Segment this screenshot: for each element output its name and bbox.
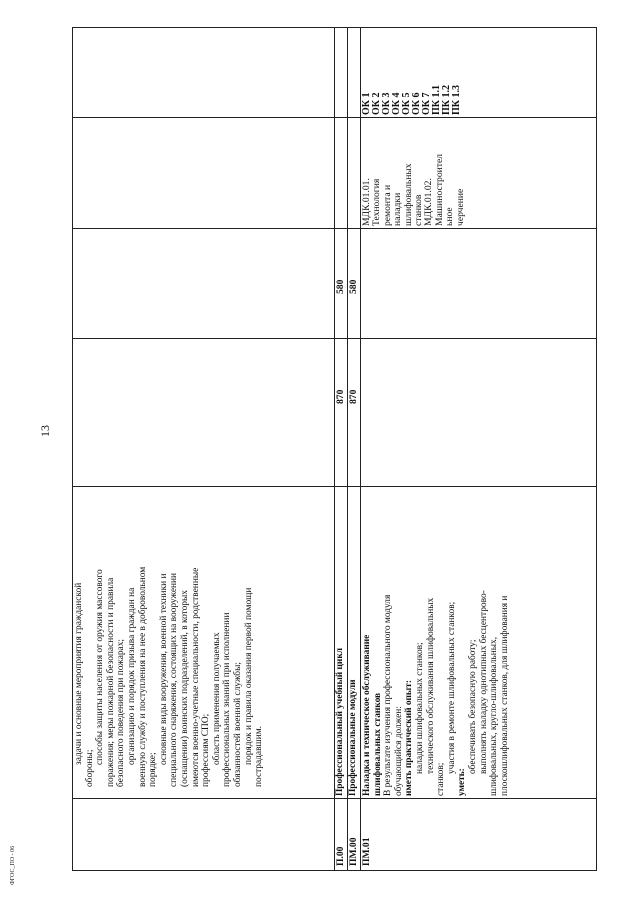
- content-line: порядке;: [148, 752, 159, 787]
- competence-code: ОК 1: [361, 92, 372, 115]
- content-line: (оснащении) воинских подразделений, в которых: [179, 590, 190, 787]
- content-line: пострадавшим.: [254, 725, 265, 787]
- discipline-line: МДК.01.02.: [423, 178, 435, 226]
- content-line: профессиям СПО;: [201, 713, 212, 787]
- content-line: военную службу и поступления на нее в добровольном: [137, 566, 148, 787]
- row-hours-max-p00: 870: [335, 389, 346, 404]
- content-line: имеются военно-учетные специальности, родственные: [190, 567, 201, 787]
- discipline-line: наладки: [392, 192, 404, 226]
- pm01-line: технического обслуживания шлифовальных: [425, 597, 436, 774]
- discipline-line: ремонта и: [381, 184, 393, 226]
- pm01-line: выполнять наладку однотипных бесцентрово-: [478, 590, 489, 774]
- competence-code: ОК 6: [411, 92, 422, 115]
- content-block: [74, 567, 265, 787]
- competence-code: ОК 2: [371, 92, 382, 115]
- competence-code: ОК 7: [421, 92, 432, 115]
- discipline-line: черчение: [454, 188, 466, 226]
- pm01-line: В результате изучения профессионального модуля: [383, 594, 394, 796]
- row-title-p00: Профессиональный учебный цикл: [335, 648, 345, 796]
- pm01-line: шлифовальных, кругло-шлифовальных,: [489, 636, 500, 796]
- discipline-line: МДК.01.01.: [361, 178, 372, 226]
- competence-code: ОК 5: [401, 92, 412, 115]
- pm01-line: наладки шлифовальных станков;: [414, 642, 425, 774]
- row-hours-req-p00: 580: [335, 279, 346, 294]
- content-line: организацию и порядок призыва граждан на: [126, 587, 137, 765]
- competence-code: ПК 1.3: [451, 84, 462, 115]
- competence-code: ОК 3: [381, 92, 392, 115]
- page-number: 13: [38, 425, 52, 437]
- discipline-line: Технология: [371, 178, 383, 226]
- competence-code: ПК 1.2: [441, 84, 452, 115]
- content-line: обороны;: [84, 749, 95, 787]
- content-line: способы защиты населения от оружия массового: [95, 569, 106, 765]
- content-line: основные виды вооружения, военной техники и: [158, 573, 169, 765]
- discipline-line: станков: [413, 194, 425, 226]
- competence-code: ОК 4: [391, 92, 402, 115]
- content-line: задачи и основные мероприятия гражданской: [74, 582, 84, 765]
- competence-code: ПК 1.1: [431, 84, 442, 115]
- content-line: безопасного поведения при пожарах;: [116, 639, 127, 787]
- pm01-description: [362, 590, 510, 796]
- content-line: поражения; меры пожарной безопасности и правила: [105, 577, 116, 787]
- discipline-line: ьное: [444, 207, 456, 226]
- row-code-pm01: ПМ.01: [361, 837, 372, 866]
- pm01-line: обучающийся должен:: [393, 706, 404, 796]
- footer-code: ФГОС_ПО - 06: [10, 845, 16, 885]
- pm01-line: уметь:: [457, 768, 468, 796]
- pm01-line: плоскошлифовальных станков, для шлифования и: [499, 595, 510, 796]
- row-hours-max-pm00: 870: [348, 389, 359, 404]
- pm01-competences: [362, 85, 462, 115]
- pm01-line: участия в ремонте шлифовальных станков;: [446, 601, 457, 774]
- content-line: специального снаряжения, состоящих на вооружении: [169, 572, 180, 787]
- row-hours-req-pm00: 580: [348, 279, 359, 294]
- pm01-line: обеспечивать безопасную работу;: [467, 639, 478, 774]
- pm01-line: станков;: [436, 762, 447, 796]
- pm01-disciplines: [362, 154, 466, 226]
- pm01-line: шлифовальных станков: [372, 692, 383, 796]
- row-code-p00: П.00: [335, 846, 346, 866]
- content-line: область применения получаемых: [211, 632, 222, 765]
- row-title-pm00: Профессиональные модули: [348, 679, 358, 796]
- pm01-line: иметь практический опыт:: [404, 680, 415, 796]
- pm01-line: Наладка и техническое обслуживание: [362, 634, 372, 796]
- row-code-pm00: ПМ.00: [348, 837, 359, 866]
- content-line: порядок и правила оказания первой помощи: [243, 587, 254, 765]
- content-line: профессиональных знаний при исполнении: [222, 612, 233, 787]
- content-line: обязанностей военной службы;: [232, 662, 243, 787]
- discipline-line: Машиностроител: [433, 153, 445, 226]
- discipline-line: шлифовальных: [402, 163, 414, 226]
